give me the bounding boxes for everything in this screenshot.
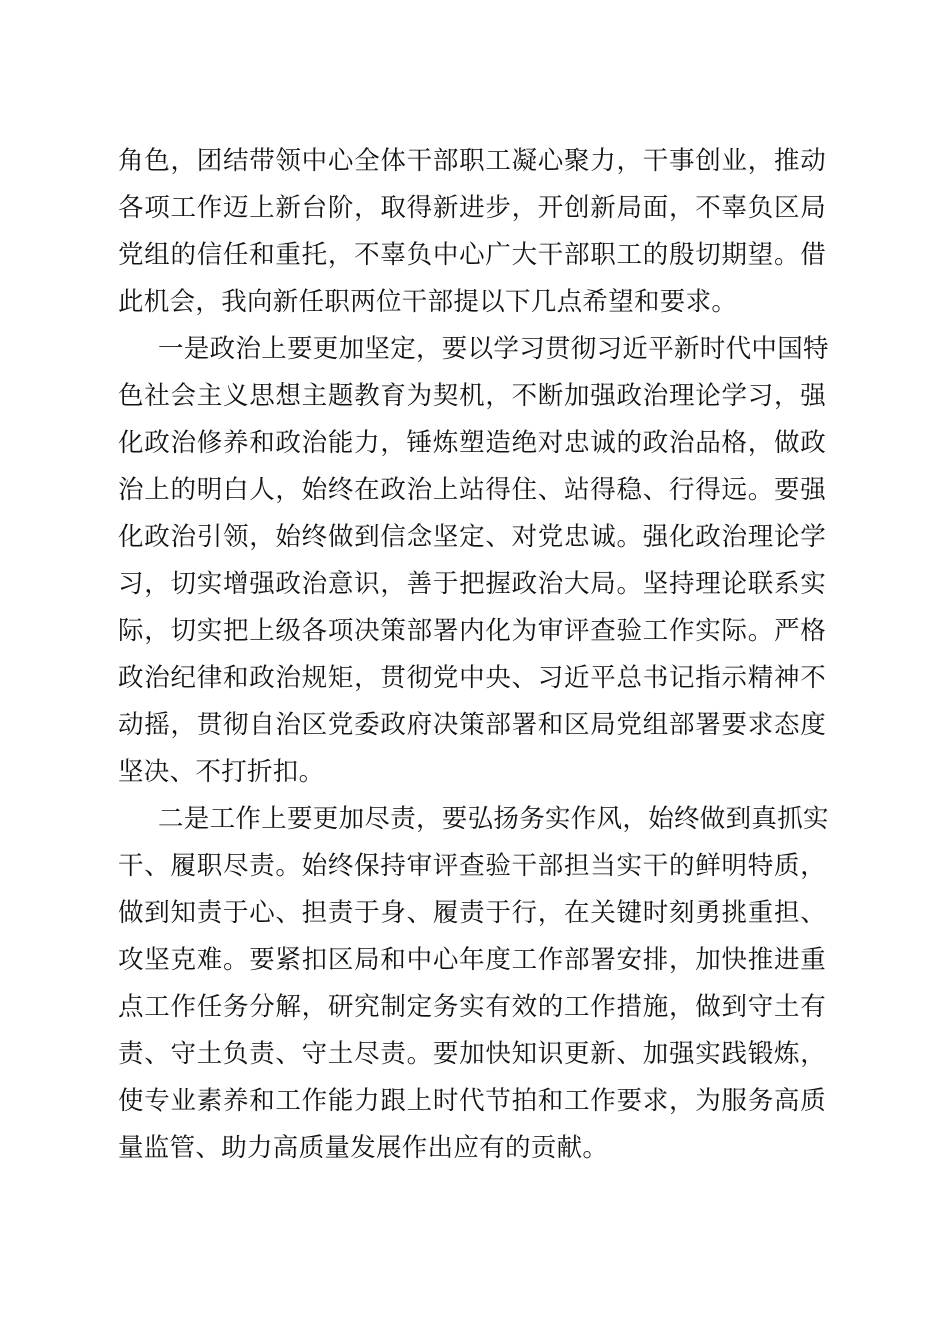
text-line: 点工作任务分解，研究制定务实有效的工作措施，做到守土有 bbox=[118, 992, 826, 1022]
paragraph-political bbox=[118, 326, 829, 796]
paragraph-work bbox=[118, 796, 829, 1172]
text-line: 一是政治上要更加坚定，要以学习贯彻习近平新时代中国特 bbox=[158, 334, 829, 364]
text-line: 治上的明白人，始终在政治上站得住、站得稳、行得远。要强 bbox=[118, 475, 826, 505]
text-line: 做到知责于心、担责于身、履责于行，在关键时刻勇挑重担、 bbox=[118, 898, 826, 928]
text-line: 政治纪律和政治规矩，贯彻党中央、习近平总书记指示精神不 bbox=[118, 663, 826, 693]
text-line: 际，切实把上级各项决策部署内化为审评查验工作实际。严格 bbox=[118, 616, 826, 646]
text-line: 此机会，我向新任职两位干部提以下几点希望和要求。 bbox=[118, 287, 738, 317]
text-line: 习，切实增强政治意识，善于把握政治大局。坚持理论联系实 bbox=[118, 569, 826, 599]
text-line: 各项工作迈上新台阶，取得新进步，开创新局面，不辜负区局 bbox=[118, 193, 826, 223]
text-line: 使专业素养和工作能力跟上时代节拍和工作要求，为服务高质 bbox=[118, 1086, 826, 1116]
text-line: 角色，团结带领中心全体干部职工凝心聚力，干事创业，推动 bbox=[118, 146, 826, 176]
text-line: 化政治引领，始终做到信念坚定、对党忠诚。强化政治理论学 bbox=[118, 522, 826, 552]
text-line: 量监管、助力高质量发展作出应有的贡献。 bbox=[118, 1133, 609, 1163]
text-line: 化政治修养和政治能力，锤炼塑造绝对忠诚的政治品格，做政 bbox=[118, 428, 826, 458]
text-line: 色社会主义思想主题教育为契机，不断加强政治理论学习，强 bbox=[118, 381, 826, 411]
text-line: 二是工作上要更加尽责，要弘扬务实作风，始终做到真抓实 bbox=[158, 804, 829, 834]
text-line: 攻坚克难。要紧扣区局和中心年度工作部署安排，加快推进重 bbox=[118, 945, 826, 975]
text-line: 党组的信任和重托，不辜负中心广大干部职工的殷切期望。借 bbox=[118, 240, 826, 270]
text-line: 责、守土负责、守土尽责。要加快知识更新、加强实践锻炼， bbox=[118, 1039, 826, 1069]
paragraph-continued bbox=[118, 138, 826, 326]
text-line: 干、履职尽责。始终保持审评查验干部担当实干的鲜明特质， bbox=[118, 851, 826, 881]
document-body bbox=[118, 138, 829, 1172]
text-line: 动摇，贯彻自治区党委政府决策部署和区局党组部署要求态度 bbox=[118, 710, 826, 740]
text-line: 坚决、不打折扣。 bbox=[118, 757, 325, 787]
